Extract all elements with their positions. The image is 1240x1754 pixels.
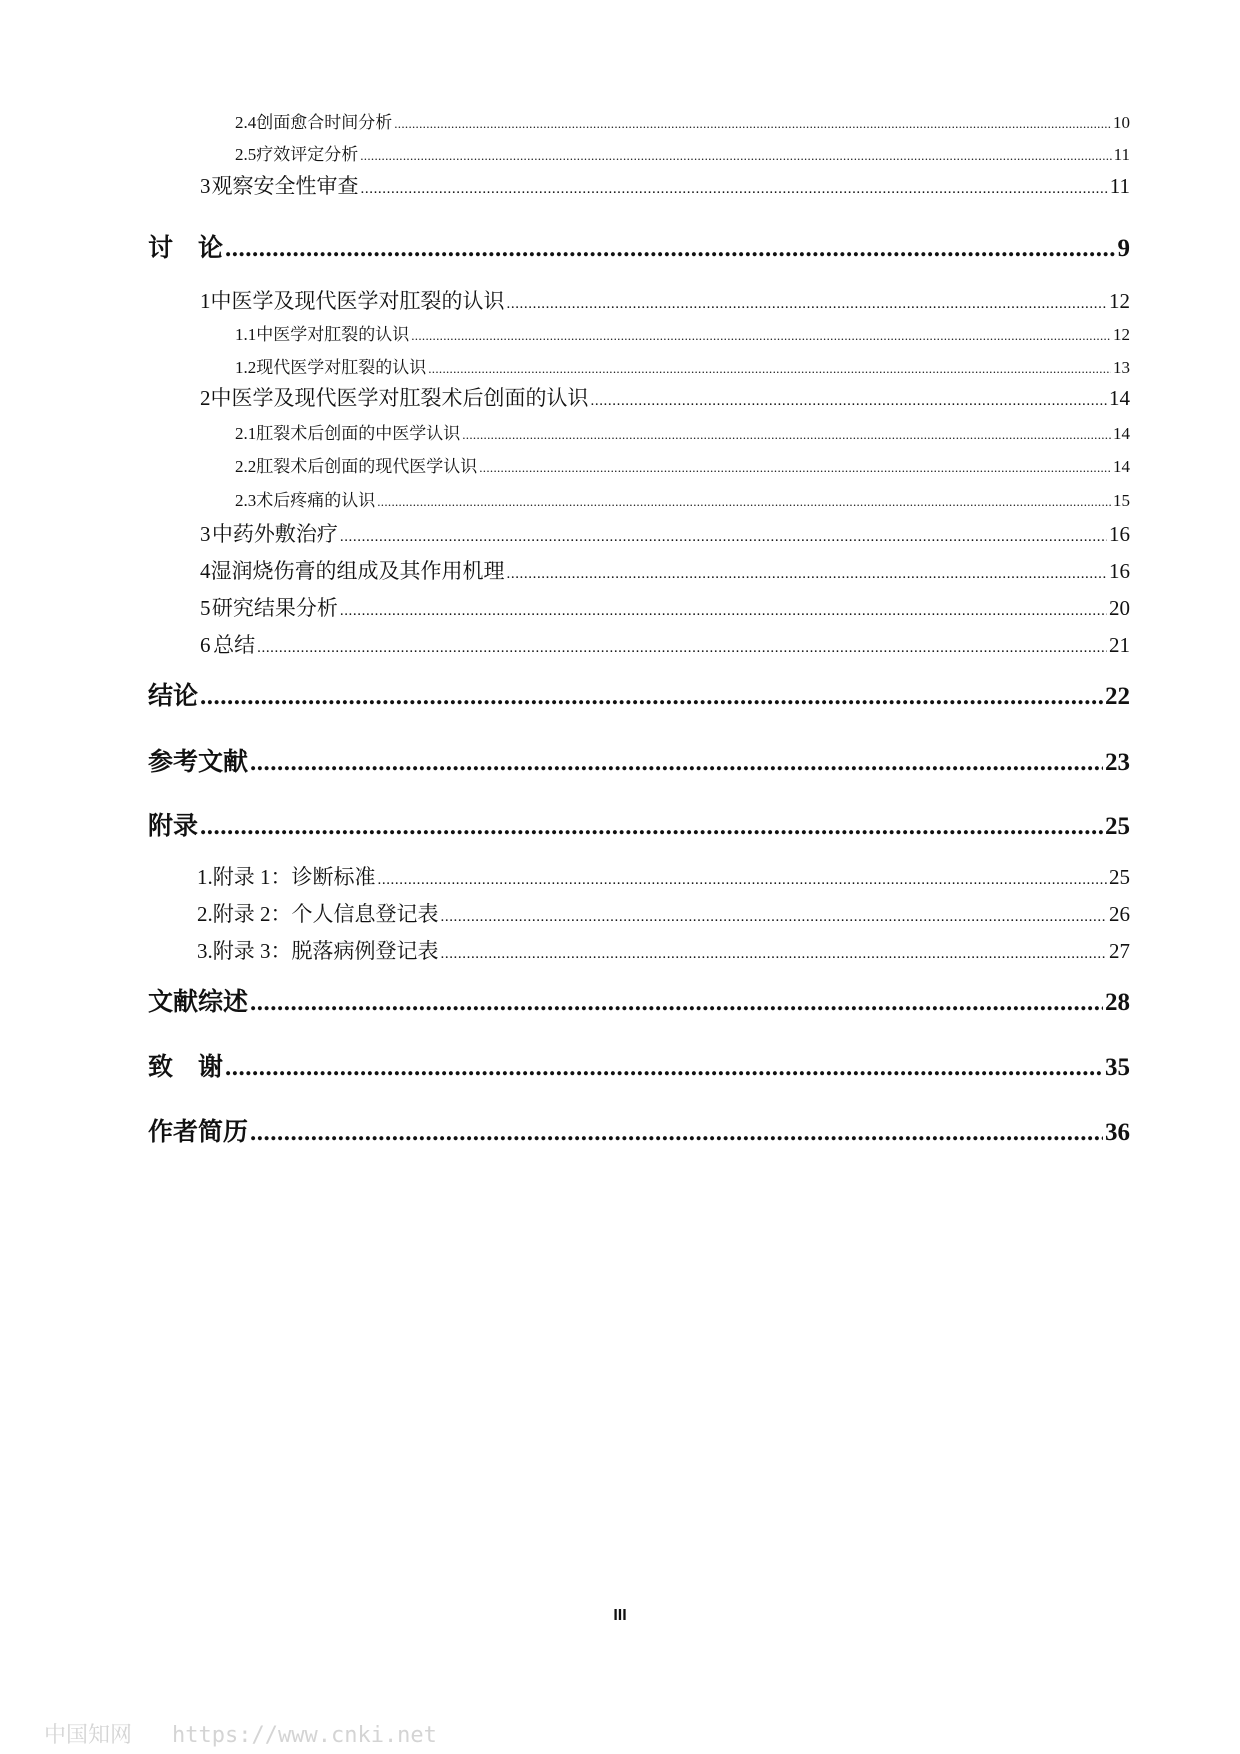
toc-entry-title: 中医学及现代医学对肛裂术后创面的认识	[210, 386, 589, 410]
toc-entry-number: 5	[200, 596, 211, 620]
toc-entry-page: 21	[1109, 633, 1130, 657]
toc-entry-number: 3	[200, 522, 211, 546]
toc-entry-page: 15	[1113, 491, 1130, 510]
toc-chapter-entry[interactable]	[148, 742, 1130, 776]
toc-chapter-entry[interactable]	[148, 982, 1130, 1016]
toc-entry-number: 2.1	[235, 424, 257, 443]
toc-chapter-entry[interactable]	[148, 806, 1130, 840]
dot-leader	[411, 328, 1111, 344]
toc-entry-page: 26	[1109, 902, 1130, 926]
toc-chapter-page: 36	[1105, 1119, 1130, 1146]
toc-entry[interactable]	[200, 285, 1130, 315]
toc-entry-title: 中医学对肛裂的认识	[256, 325, 410, 344]
watermark-url: https://www.cnki.net	[172, 1723, 437, 1748]
toc-entry-page: 12	[1109, 289, 1130, 313]
dot-leader	[360, 148, 1111, 164]
dot-leader	[591, 393, 1108, 410]
dot-leader	[441, 909, 1108, 926]
toc-entry-title: 中药外敷治疗	[211, 522, 338, 546]
toc-entry-page: 11	[1113, 145, 1130, 164]
toc-entry[interactable]	[200, 629, 1130, 659]
toc-entry-title: 现代医学对肛裂的认识	[256, 358, 427, 377]
toc-entry-page: 27	[1109, 939, 1130, 963]
toc-entry-title: 湿润烧伤膏的组成及其作用机理	[210, 559, 505, 583]
toc-chapter-title: 附录	[148, 813, 199, 840]
dot-leader	[200, 683, 1103, 711]
toc-appendix-entry[interactable]	[197, 898, 1130, 928]
dot-leader	[340, 529, 1107, 546]
toc-entry-title: 肛裂术后创面的中医学认识	[256, 424, 461, 443]
toc-chapter-page: 23	[1105, 749, 1130, 776]
toc-entry[interactable]	[235, 108, 1130, 134]
toc-entry-page: 16	[1109, 559, 1130, 583]
toc-chapter-entry[interactable]	[148, 1112, 1130, 1146]
toc-appendix-entry[interactable]	[197, 935, 1130, 965]
toc-entry-number: 3	[200, 174, 211, 198]
toc-entry-title: 观察安全性审查	[211, 174, 359, 198]
watermark-logo-text: 中国知网	[44, 1723, 133, 1748]
dot-leader	[225, 1054, 1103, 1082]
toc-chapter-page: 35	[1105, 1054, 1130, 1081]
toc-entry-number: 2.5	[235, 145, 257, 164]
toc-entry-page: 12	[1113, 325, 1130, 344]
toc-entry-title: 研究结果分析	[211, 596, 338, 620]
dot-leader	[250, 989, 1103, 1017]
dot-leader	[200, 813, 1103, 841]
toc-chapter-title: 文献综述	[148, 989, 249, 1016]
toc-entry-title: 术后疼痛的认识	[256, 491, 376, 510]
toc-entry-title: 3.附录 3：脱落病例登记表	[197, 939, 439, 963]
toc-entry-title: 1.附录 1：诊断标准	[197, 865, 376, 889]
toc-entry-title: 创面愈合时间分析	[256, 113, 393, 132]
toc-chapter-page: 25	[1105, 813, 1130, 840]
dot-leader	[441, 946, 1108, 963]
toc-entry-page: 10	[1113, 113, 1130, 132]
toc-chapter-page: 28	[1105, 989, 1130, 1016]
toc-entry-page: 14	[1109, 386, 1130, 410]
toc-chapter-title: 作者简历	[148, 1119, 249, 1146]
toc-entry-title: 总结	[213, 633, 256, 657]
toc-entry-number: 2	[200, 386, 211, 410]
toc-entry-number: 2.2	[235, 457, 257, 476]
toc-entry[interactable]	[235, 140, 1130, 166]
dot-leader	[361, 181, 1108, 198]
toc-entry-page: 14	[1113, 424, 1130, 443]
toc-chapter-entry[interactable]	[148, 1047, 1130, 1081]
toc-entry-number: 2.3	[235, 491, 257, 510]
toc-appendix-entry[interactable]	[197, 861, 1130, 891]
dot-leader	[428, 361, 1111, 377]
dot-leader	[507, 296, 1108, 313]
toc-chapter-title: 结论	[148, 683, 199, 710]
toc-entry-number: 1.1	[235, 325, 257, 344]
toc-entry[interactable]	[200, 170, 1130, 200]
dot-leader	[250, 1119, 1103, 1147]
toc-entry-number: 1	[200, 289, 211, 313]
toc-chapter-title: 致 谢	[148, 1054, 224, 1081]
toc-entry-number: 1.2	[235, 358, 257, 377]
toc-chapter-page: 9	[1117, 235, 1130, 262]
toc-entry-title: 2.附录 2：个人信息登记表	[197, 902, 439, 926]
toc-entry-title: 中医学及现代医学对肛裂的认识	[210, 289, 505, 313]
toc-entry-title: 疗效评定分析	[256, 145, 359, 164]
dot-leader	[257, 640, 1107, 657]
toc-entry[interactable]	[235, 353, 1130, 379]
dot-leader	[250, 749, 1103, 777]
toc-entry-page: 11	[1109, 174, 1130, 198]
dot-leader	[479, 460, 1111, 476]
toc-entry-page: 20	[1109, 596, 1130, 620]
toc-chapter-title: 讨 论	[148, 235, 224, 262]
toc-entry[interactable]	[235, 452, 1130, 478]
toc-entry-title: 肛裂术后创面的现代医学认识	[256, 457, 478, 476]
watermark	[44, 1718, 437, 1749]
toc-chapter-entry[interactable]	[148, 676, 1130, 710]
toc-entry-page: 16	[1109, 522, 1130, 546]
dot-leader	[394, 116, 1111, 132]
page-number: III	[613, 1607, 627, 1624]
dot-leader	[377, 494, 1111, 510]
dot-leader	[462, 427, 1111, 443]
toc-entry[interactable]	[200, 555, 1130, 585]
dot-leader	[225, 235, 1115, 263]
toc-entry[interactable]	[200, 518, 1130, 548]
toc-entry-number: 4	[200, 559, 211, 583]
toc-entry-page: 14	[1113, 457, 1130, 476]
toc-entry-number: 6	[200, 633, 211, 657]
toc-chapter-title: 参考文献	[148, 749, 249, 776]
toc-chapter-page: 22	[1105, 683, 1130, 710]
dot-leader	[378, 872, 1108, 889]
dot-leader	[507, 566, 1108, 583]
dot-leader	[340, 603, 1107, 620]
toc-chapter-entry[interactable]	[148, 228, 1130, 262]
toc-entry[interactable]	[235, 419, 1130, 445]
toc-entry[interactable]	[235, 486, 1130, 512]
toc-entry-page: 25	[1109, 865, 1130, 889]
toc-entry-number: 2.4	[235, 113, 257, 132]
toc-entry-page: 13	[1113, 358, 1130, 377]
toc-entry[interactable]	[200, 592, 1130, 622]
toc-entry[interactable]	[200, 382, 1130, 412]
toc-entry[interactable]	[235, 320, 1130, 346]
